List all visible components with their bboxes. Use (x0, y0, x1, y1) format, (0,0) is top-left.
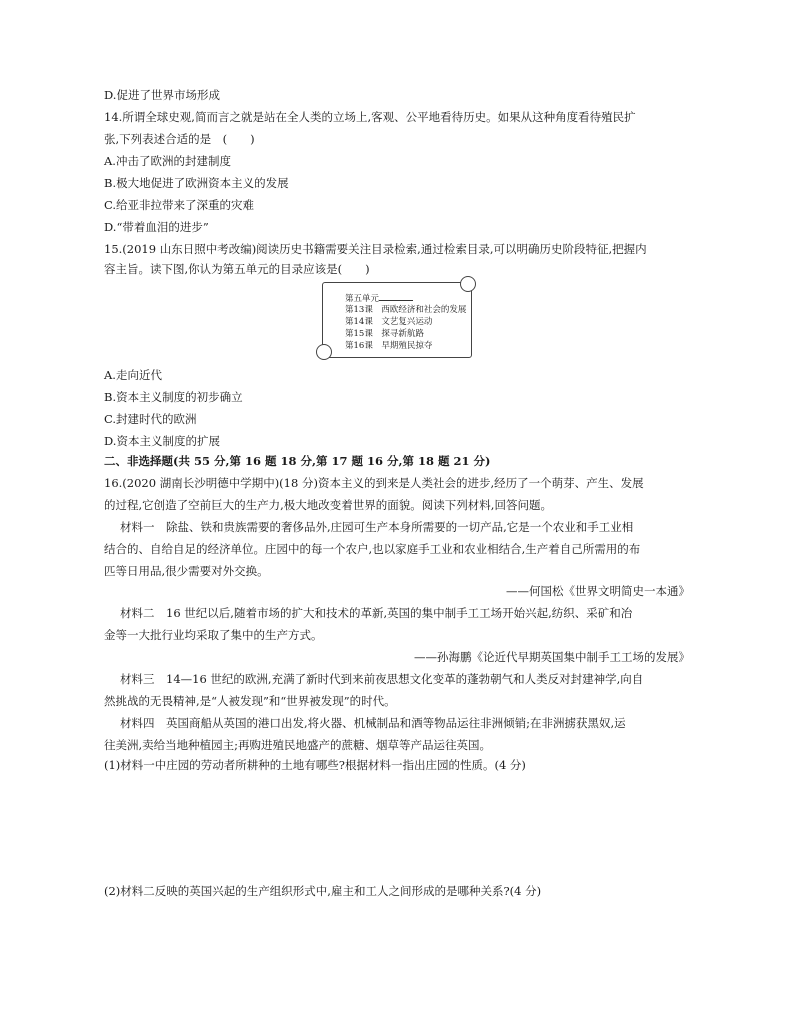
toc-lesson: 第15课 探寻新航路 (345, 329, 424, 339)
toc-lesson: 第16课 早期殖民掠夺 (345, 341, 433, 351)
q14-option-c: C.给亚非拉带来了深重的灾难 (104, 198, 255, 212)
q16-stem-cont: 的过程,它创造了空前巨大的生产力,极大地改变着世界的面貌。阅读下列材料,回答问题。 (104, 498, 552, 512)
q14-option-d: D.“带着血泪的进步” (104, 220, 209, 234)
q16-part-1: (1)材料一中庄园的劳动者所耕种的土地有哪些?根据材料一指出庄园的性质。(4 分) (104, 758, 526, 772)
toc-lesson: 第13课 西欧经济和社会的发展 (345, 305, 467, 315)
q14-option-a: A.冲击了欧洲的封建制度 (104, 154, 231, 168)
toc-lesson: 第14课 文艺复兴运动 (345, 317, 433, 327)
q15-stem: 15.(2019 山东日照中考改编)阅读历史书籍需要关注目录检索,通过检索目录,可以明确历史阶段特征,把握内 (104, 242, 647, 256)
material-1: 材料一 除盐、铁和贵族需要的奢侈品外,庄园可生产本身所需要的一切产品,它是一个农业和手工业相 (120, 520, 634, 534)
scroll-body (322, 282, 472, 358)
material-2-source: ——孙海鹏《论近代早期英国集中制手工工场的发展》 (414, 650, 690, 664)
q14-stem-cont: 张,下列表述合适的是 ( ) (104, 132, 255, 146)
q14-stem: 14.所谓全球史观,简而言之就是站在全人类的立场上,客观、公平地看待历史。如果从这种角度看待殖民扩 (104, 110, 636, 124)
section-heading: 二、非选择题(共 55 分,第 16 题 18 分,第 17 题 16 分,第 18 题 21 分) (104, 454, 491, 468)
material-1-cont: 结合的、自给自足的经济单位。庄园中的每一个农户,也以家庭手工业和农业相结合,生产着自己所需用的布 (104, 542, 641, 556)
q16-part-2: (2)材料二反映的英国兴起的生产组织形式中,雇主和工人之间形成的是哪种关系?(4 分) (104, 884, 542, 898)
scroll-roll-top (460, 276, 476, 292)
q14-option-b: B.极大地促进了欧洲资本主义的发展 (104, 176, 289, 190)
material-3: 材料三 14—16 世纪的欧洲,充满了新时代到来前夜思想文化变革的蓬勃朝气和人类反对封建神学,向自 (120, 672, 644, 686)
q15-option-c: C.封建时代的欧洲 (104, 412, 197, 426)
material-4: 材料四 英国商船从英国的港口出发,将火器、机械制品和酒等物品运往非洲倾销;在非洲掳获黑奴,运 (120, 716, 626, 730)
material-1-cont: 匹等日用品,很少需要对外交换。 (104, 564, 269, 578)
q15-stem-cont: 容主旨。读下图,你认为第五单元的目录应该是( ) (104, 262, 370, 276)
q16-stem: 16.(2020 湖南长沙明德中学期中)(18 分)资本主义的到来是人类社会的进步,经历了一个萌芽、产生、发展 (104, 476, 644, 490)
q13-option-d: D.促进了世界市场形成 (104, 88, 220, 102)
material-4-cont: 往美洲,卖给当地种植园主;再购进殖民地盛产的蔗糖、烟草等产品运往英国。 (104, 738, 492, 752)
table-of-contents-scroll-figure (316, 276, 476, 360)
material-2-cont: 金等一大批行业均采取了集中的生产方式。 (104, 628, 323, 642)
material-3-cont: 然挑战的无畏精神,是“人被发现”和“世界被发现”的时代。 (104, 694, 396, 708)
q15-option-a: A.走向近代 (104, 368, 162, 382)
material-2: 材料二 16 世纪以后,随着市场的扩大和技术的革新,英国的集中制手工工场开始兴起,纺织、采矿和冶 (120, 606, 633, 620)
q15-option-b: B.资本主义制度的初步确立 (104, 390, 243, 404)
unit-title-blank (379, 292, 413, 301)
scroll-roll-bottom (316, 344, 332, 360)
q15-option-d: D.资本主义制度的扩展 (104, 434, 220, 448)
toc-unit-title: 第五单元 (345, 292, 413, 305)
material-1-source: ——何国松《世界文明简史一本通》 (506, 584, 690, 598)
